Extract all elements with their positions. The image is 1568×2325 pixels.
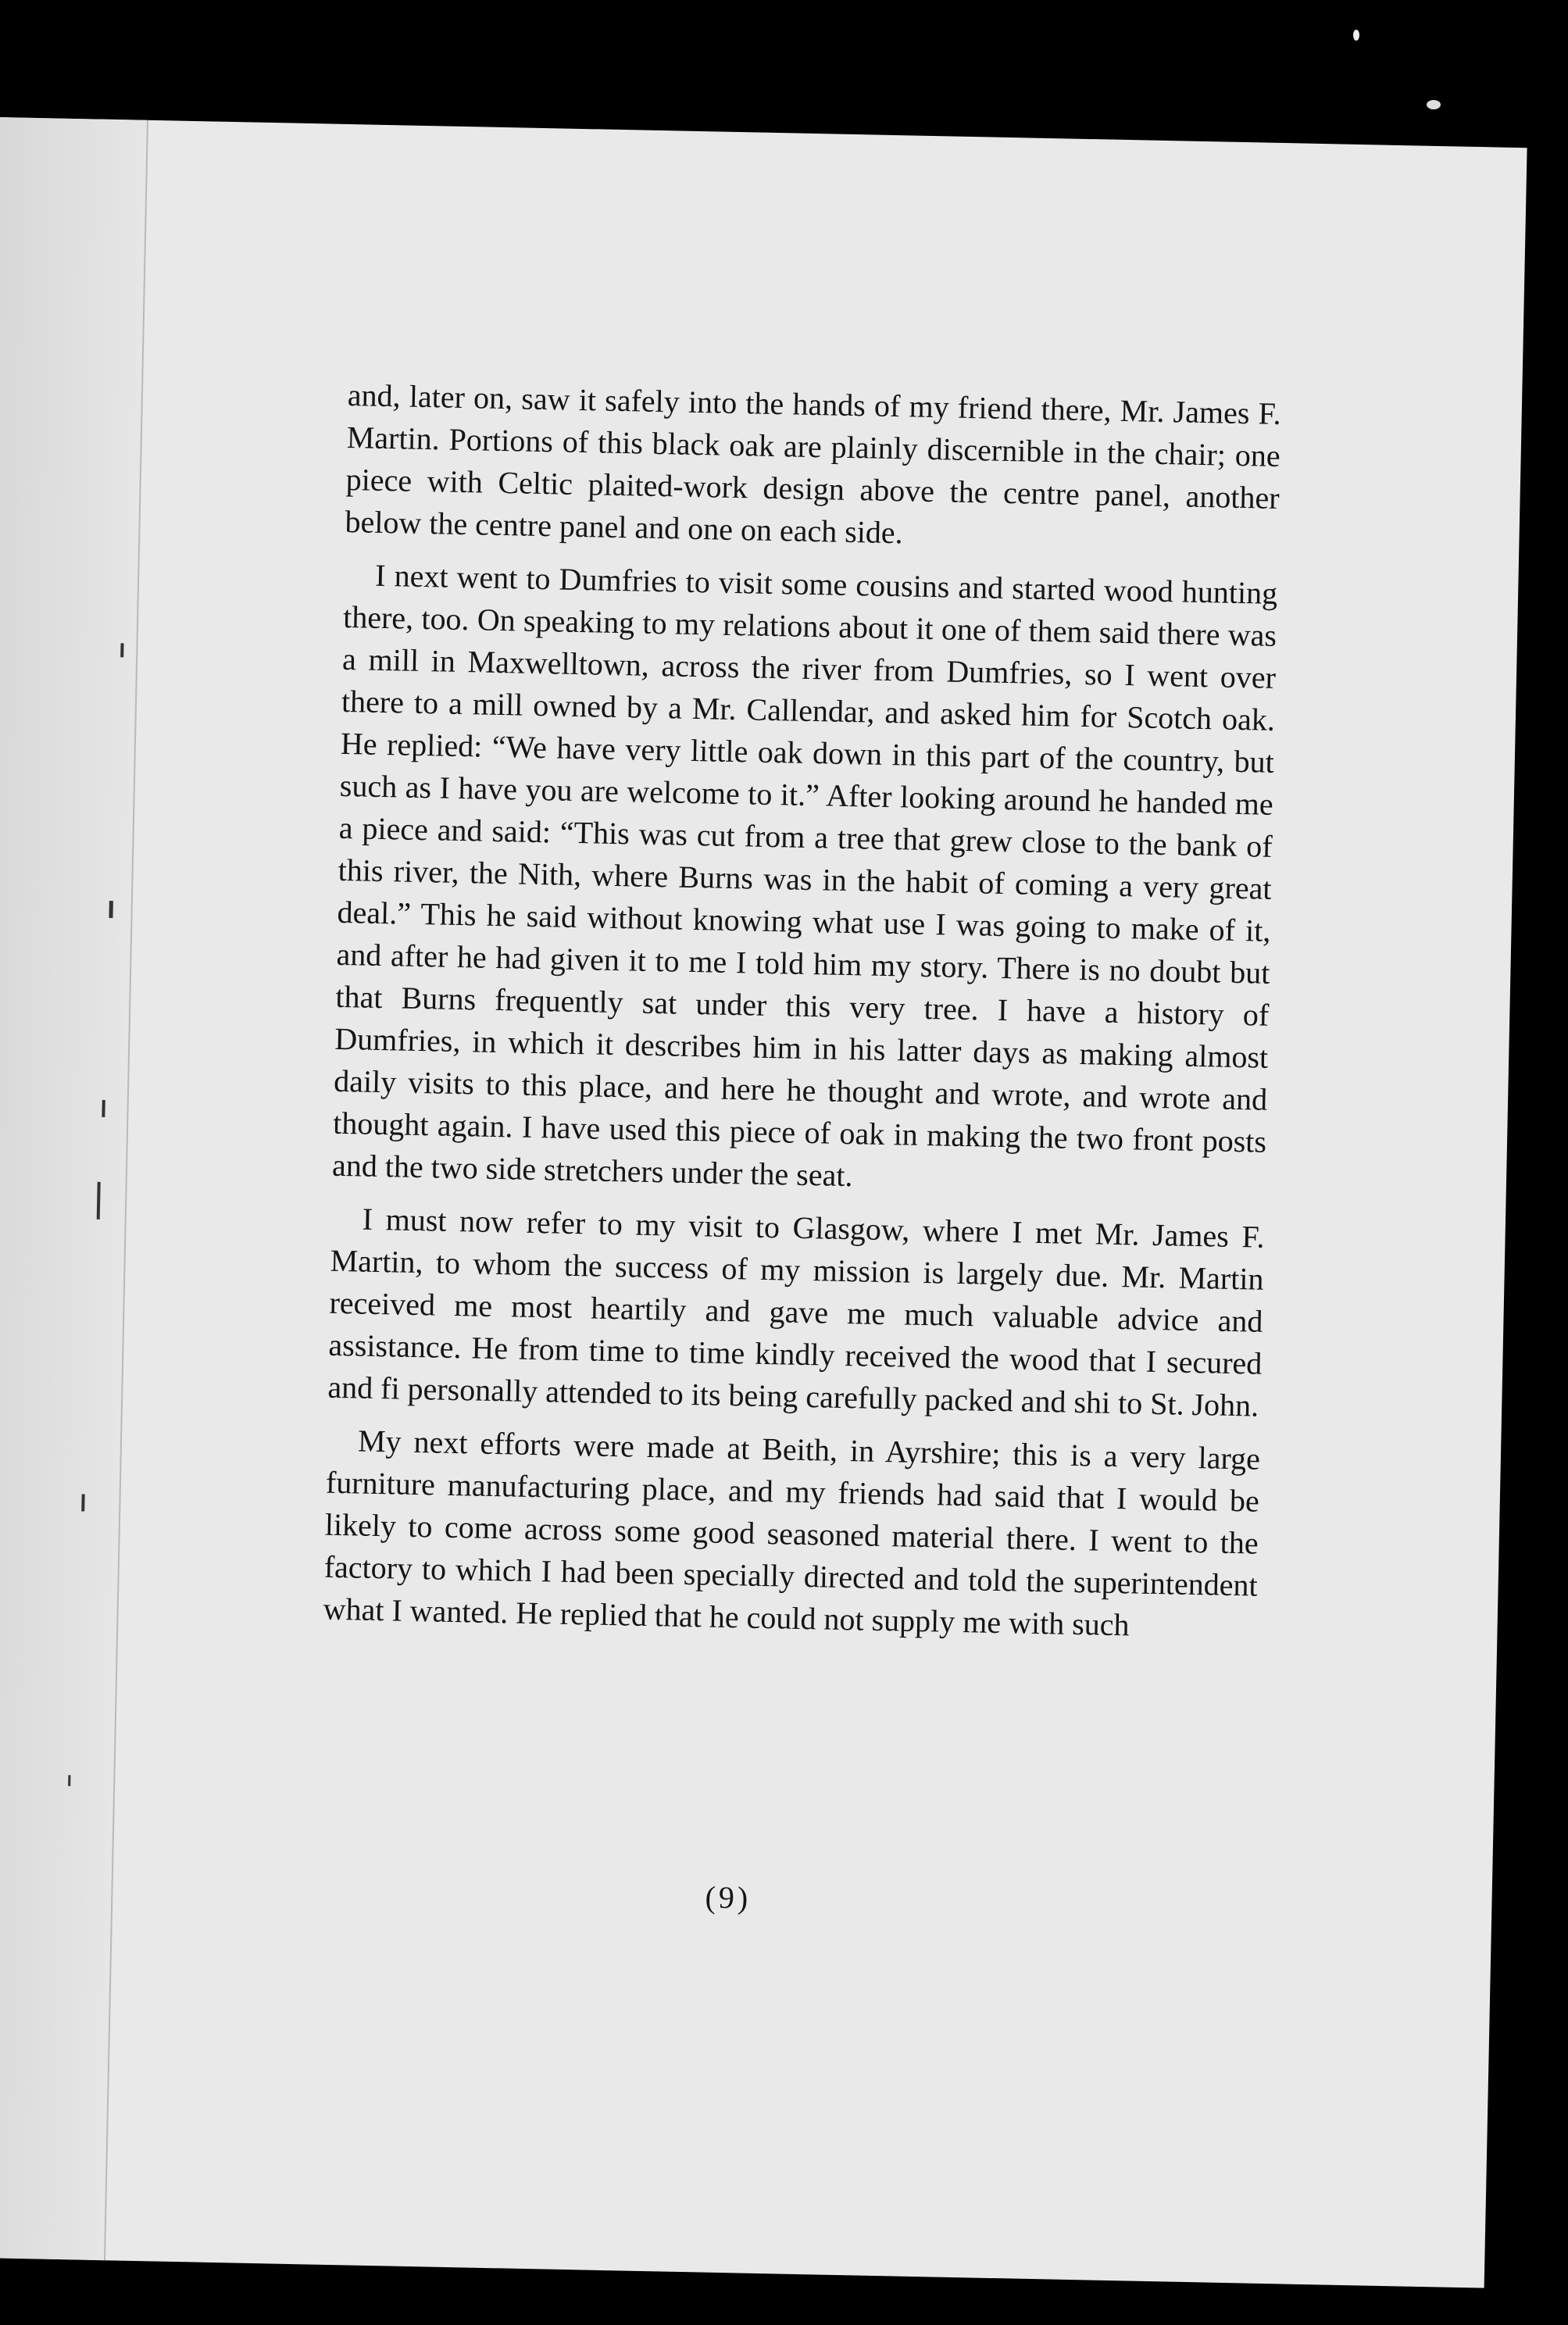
book-page <box>0 117 1527 2288</box>
body-text <box>323 374 1281 1660</box>
paragraph: My next efforts were made at Beith, in Ayrshire; this is a very large furniture manufacturing place, and my friends had said that I would be likely to come across some good seasoned material there. I went to the factory to which I had been specially directed and told the superintendent what I wanted. He replied that he could not supply me with such <box>323 1423 1261 1643</box>
margin-mark <box>68 1775 70 1786</box>
page-number: (9) <box>705 1879 752 1916</box>
scan-speck <box>1353 30 1359 41</box>
scan-speck <box>1427 100 1441 109</box>
paragraph: I must now refer to my visit to Glasgow, where I met Mr. James F. Martin, to whom the success of my mission is largely due. Mr. Martin received me most heartily and gave me much valuable advice and assistance. He from time to time kindly received the wood that I secured and fi personally attended to its being carefully packed and shi to St. John. <box>327 1201 1266 1423</box>
margin-mark <box>120 643 123 657</box>
margin-mark <box>81 1494 84 1511</box>
paragraph: I next went to Dumfries to visit some cousins and started wood hunting there, too. On speaking to my relations about it one of them said there was a mill in Maxwelltown, across the river from Dumfries, so I went over there to a mill owned by a Mr. Callendar, and asked him for Scotch oak. He replied: “We have very little oak down in this part of the country, but such as I have you are welcome to it.” After looking around he handed me a piece and said: “This was cut from a tree that grew close to the bank of this river, the Nith, where Burns was in the habit of coming a very great deal.” This he said without knowing what use I was going to make of it, and after he had given it to me I told him my story. There is no doubt but that Burns frequently sat under this very tree. I have a history of Dumfries, in which it describes him in his latter days as making almost daily visits to this place, and here he thought and wrote, and wrote and thought again. I have used this piece of oak in making the two front posts and the two side stretchers under the seat. <box>331 557 1278 1194</box>
paragraph: and, later on, saw it safely into the hands of my friend there, Mr. James F. Martin. Portions of this black oak are plainly discernible in the chair; one piece with Celtic plaited-work design above the centre panel, another below the centre panel and one on each side. <box>345 377 1282 551</box>
margin-mark <box>109 901 113 918</box>
margin-mark <box>102 1100 105 1117</box>
